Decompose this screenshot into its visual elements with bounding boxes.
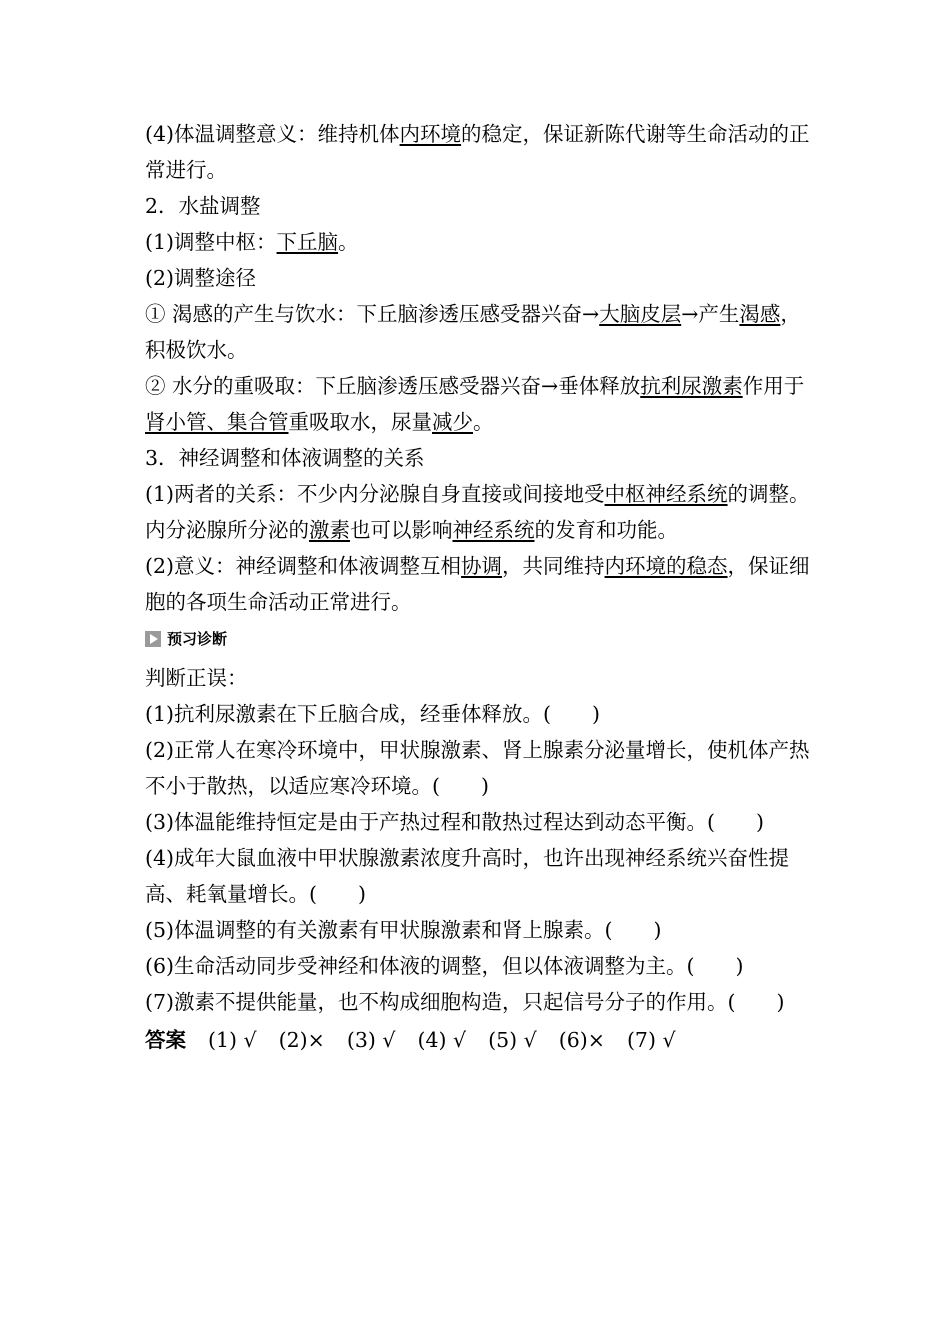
blank-answer: 神经系统 [452, 518, 535, 542]
preview-section-marker [145, 622, 810, 656]
blank-answer: 抗利尿激素 [640, 374, 743, 398]
water-thirst: ① 渴感的产生与饮水：下丘脑渗透压感受器兴奋→大脑皮层→产生渴感，积极饮水。 [145, 302, 801, 362]
judge-item: (6)生命活动同步受神经和体液的调整，但以体液调整为主。( ) [145, 954, 744, 978]
blank-answer: 减少 [432, 410, 473, 434]
answer-item: (1) √ [208, 1028, 257, 1052]
blank-answer: 中枢神经系统 [604, 482, 728, 506]
blank-answer: 渴感 [739, 302, 781, 326]
judge-item: (3)体温能维持恒定是由于产热过程和散热过程达到动态平衡。( ) [145, 810, 765, 834]
section-heading-relation: 3．神经调整和体液调整的关系 [145, 446, 425, 470]
answer-line [145, 1022, 810, 1058]
blank-answer: 协调 [461, 554, 503, 578]
answer-item: (5) √ [488, 1028, 537, 1052]
relation-meaning: (2)意义：神经调整和体液调整互相协调，共同维持内环境的稳态，保证细胞的各项生命活动正常进行。 [145, 554, 810, 614]
temp-significance: (4)体温调整意义：维持机体内环境的稳定，保证新陈代谢等生命活动的正常进行。 [145, 122, 810, 182]
blank-answer: 激素 [309, 518, 350, 542]
section-heading-water: 2．水盐调整 [145, 194, 261, 218]
judge-item: (1)抗利尿激素在下丘脑合成，经垂体释放。( ) [145, 702, 601, 726]
preview-marker-label: 预习诊断 [167, 630, 228, 648]
water-path-title: (2)调整途径 [145, 266, 257, 290]
judge-item: (4)成年大鼠血液中甲状腺激素浓度升高时，也许出现神经系统兴奋性提高、耗氧量增长。( ) [145, 846, 790, 906]
answer-label: 答案 [145, 1028, 186, 1052]
blank-answer: 内环境 [399, 122, 462, 146]
document-content [145, 116, 810, 1058]
blank-answer: 大脑皮层 [599, 302, 682, 326]
preview-intro: 判断正误： [145, 666, 248, 690]
answer-item: (3) √ [346, 1028, 396, 1052]
blank-answer: 肾小管、集合管 [145, 410, 289, 434]
judge-item: (5)体温调整的有关激素有甲状腺激素和肾上腺素。( ) [145, 918, 662, 942]
answer-item: (7) √ [626, 1028, 676, 1052]
blank-answer: 内环境的稳态 [604, 554, 728, 578]
judge-item: (2)正常人在寒冷环境中，甲状腺激素、肾上腺素分泌量增长，使机体产热不小于散热，以适应寒冷环境。( ) [145, 738, 810, 798]
water-center: (1)调整中枢：下丘脑。 [145, 230, 359, 254]
relation-both: (1)两者的关系：不少内分泌腺自身直接或间接地受中枢神经系统的调整。内分泌腺所分泌的激素也可以影响神经系统的发育和功能。 [145, 482, 810, 542]
answer-item: (4) √ [417, 1028, 467, 1052]
answer-item: (2)× [278, 1028, 325, 1052]
answer-item: (6)× [558, 1028, 605, 1052]
blank-answer: 下丘脑 [276, 230, 339, 254]
play-triangle-icon [145, 631, 161, 647]
water-reabsorption: ② 水分的重吸取：下丘脑渗透压感受器兴奋→垂体释放抗利尿激素作用于肾小管、集合管重吸取水，尿量减少。 [145, 374, 805, 434]
judge-item: (7)激素不提供能量，也不构成细胞构造，只起信号分子的作用。( ) [145, 990, 785, 1014]
